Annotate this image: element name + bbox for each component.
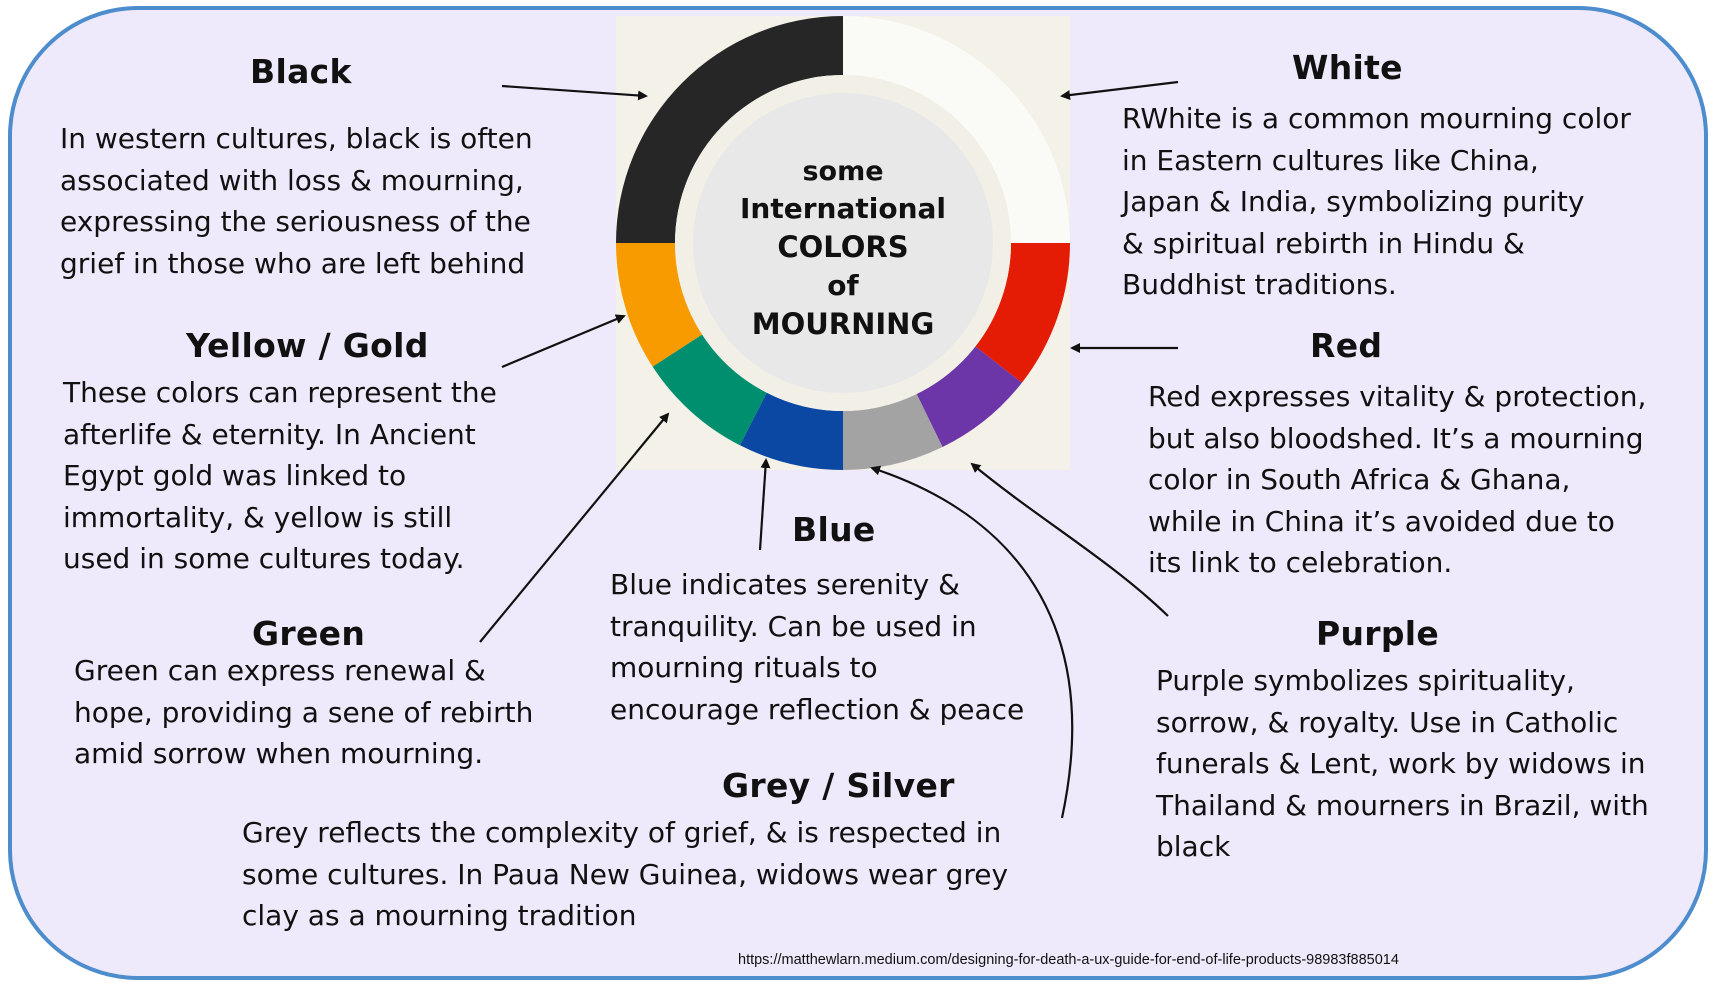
white-heading: White (1292, 48, 1403, 87)
yellow-arrow (502, 316, 624, 367)
center-title-line-3: COLORS (777, 230, 909, 264)
black-description: In western cultures, black is often associated with loss & mourning, expressing the seriousness of the grief in those who are left behind (60, 122, 533, 280)
center-title-line-1: some (802, 156, 884, 187)
purple-description: Purple symbolizes spirituality, sorrow, & royalty. Use in Catholic funerals & Lent, work by widows in Thailand & mourners in Brazil, with black (1156, 664, 1649, 863)
center-title-line-4: of (827, 269, 859, 302)
center-title-line-5: MOURNING (751, 307, 935, 341)
blue-description: Blue indicates serenity & tranquility. Can be used in mourning rituals to encourage reflection & peace (610, 568, 1025, 726)
red-heading: Red (1310, 326, 1383, 365)
green-description: Green can express renewal & hope, providing a sene of rebirth amid sorrow when mourning. (74, 654, 534, 770)
center-title-line-2: International (739, 192, 946, 225)
white-arrow (1062, 82, 1178, 96)
black-arrow (502, 86, 646, 96)
blue-heading: Blue (792, 510, 876, 549)
source-url[interactable]: https://matthewlarn.medium.com/designing-for-death-a-ux-guide-for-end-of-life-products-98983f885014 (738, 952, 1399, 968)
grey-silver-heading: Grey / Silver (722, 766, 955, 805)
green-heading: Green (252, 614, 366, 653)
white-description: RWhite is a common mourning color in Eastern cultures like China, Japan & India, symbolizing purity & spiritual rebirth in Hindu & Buddhist traditions. (1122, 102, 1631, 301)
red-description: Red expresses vitality & protection, but also bloodshed. It’s a mourning color in South Africa & Ghana, while in China it’s avoided due to its link to celebration. (1148, 380, 1647, 579)
yellow-gold-description: These colors can represent the afterlife & eternity. In Ancient Egypt gold was linked to immortality, & yellow is still used in some cultures today. (63, 376, 497, 575)
purple-heading: Purple (1316, 614, 1440, 653)
grey-silver-description: Grey reflects the complexity of grief, & is respected in some cultures. In Paua New Guinea, widows wear grey clay as a mourning tradition (242, 816, 1009, 932)
black-heading: Black (250, 52, 352, 91)
yellow-gold-heading: Yellow / Gold (186, 326, 429, 365)
blue-arrow (760, 460, 766, 550)
